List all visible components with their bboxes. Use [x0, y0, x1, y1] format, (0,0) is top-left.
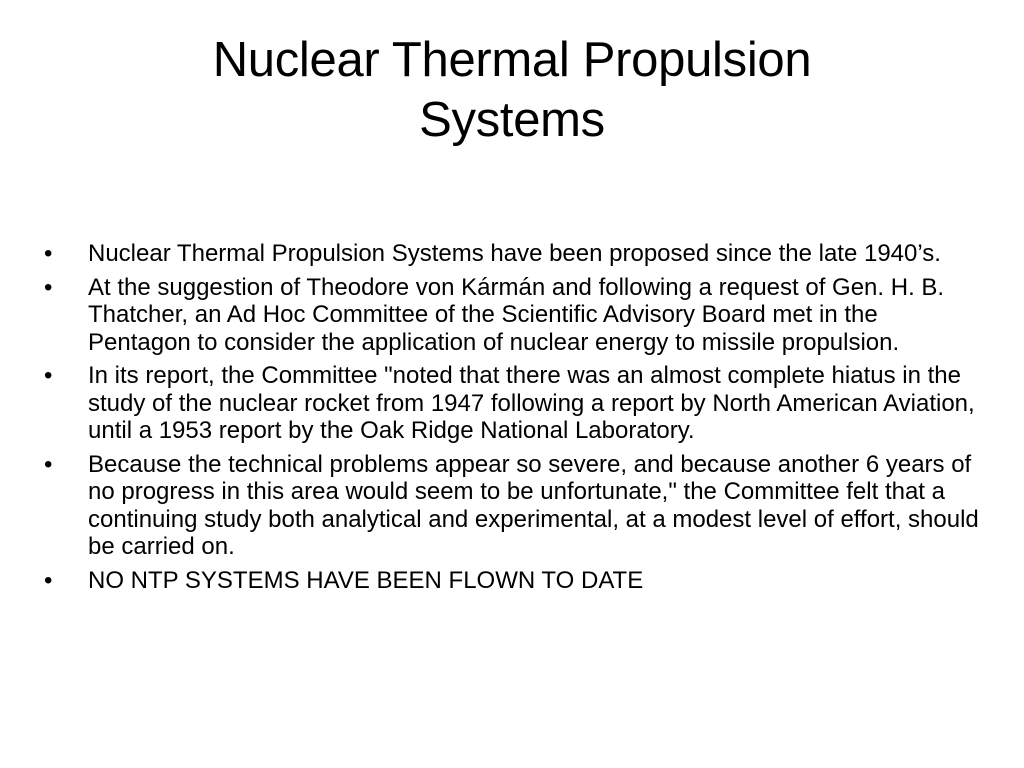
bullet-text: NO NTP SYSTEMS HAVE BEEN FLOWN TO DATE [88, 566, 644, 594]
bullet-dot: • [44, 240, 53, 267]
bullet-list [44, 240, 984, 600]
bullet-text: Nuclear Thermal Propulsion Systems have been proposed since the late 1940’s. [88, 240, 941, 267]
bullet-dot: • [44, 450, 53, 478]
bullet-item-5 [44, 567, 984, 595]
bullet-text: In its report, the Committee "noted that there was an almost complete hiatus in the study of the nuclear rocket from 1947 following a report by North American Aviation, until a 1953 report by the Oak Ridge National Laboratory. [88, 362, 975, 444]
bullet-item-3 [44, 362, 984, 445]
bullet-item-4 [44, 451, 984, 561]
slide-title-line-1: Nuclear Thermal Propulsion [212, 33, 812, 87]
slide-title-line-2: Systems [419, 93, 605, 147]
bullet-text: Because the technical problems appear so severe, and because another 6 years of no progress in this area would seem to be unfortunate," the Committee felt that a continuing study both analytical and experimental, at a modest level of effort, should be carried on. [88, 450, 979, 560]
bullet-item-2 [44, 274, 984, 357]
bullet-dot: • [44, 273, 53, 301]
bullet-dot: • [44, 566, 53, 594]
bullet-text: At the suggestion of Theodore von Kármán and following a request of Gen. H. B. Thatcher, an Ad Hoc Committee of the Scientific Advisory Board met in the Pentagon to consider the application of nuclear energy to missile propulsion. [88, 273, 945, 356]
slide-title [60, 30, 964, 150]
bullet-dot: • [44, 362, 53, 389]
bullet-item-1 [44, 240, 984, 268]
